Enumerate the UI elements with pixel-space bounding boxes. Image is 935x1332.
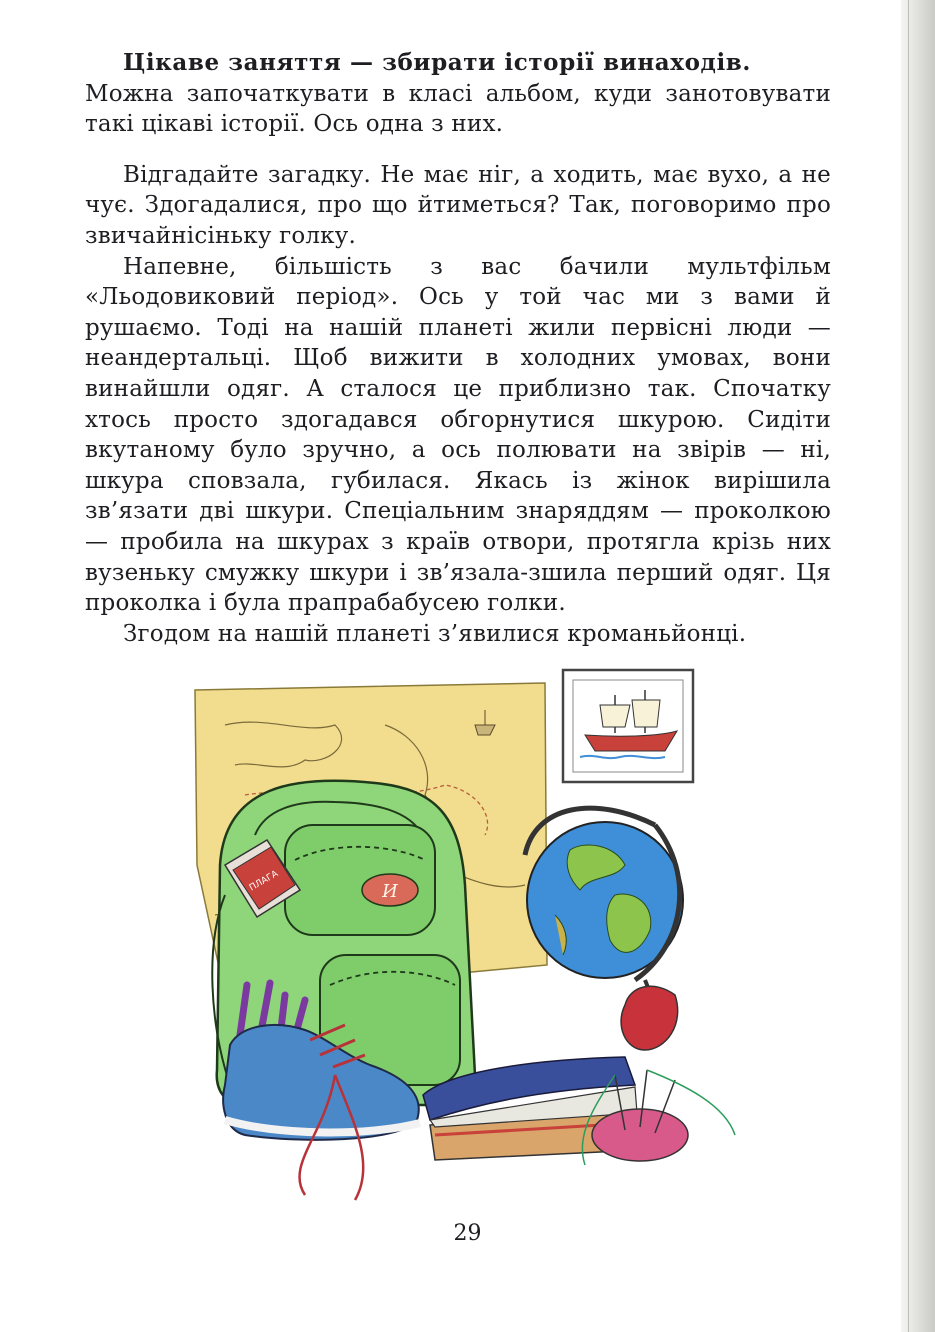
page-edge-line: [908, 0, 909, 1332]
intro-text: Можна започаткувати в класі альбом, куди занотовувати такі цікаві історії. Ось одна з них.: [85, 80, 831, 138]
page-number: 29: [453, 1221, 482, 1246]
ship-picture: [563, 670, 693, 782]
paragraph-cro-magnon: Згодом на нашій планеті з’явилися кроманьйонці.: [123, 620, 747, 647]
paragraph-riddle: Відгадайте загадку. Не має ніг, а ходить, має вухо, а не чує. Здогадалися, про що йтиметься? Так, поговоримо про звичайнісіньку голку.: [85, 161, 831, 249]
globe: [525, 808, 683, 1050]
body-text: [85, 48, 831, 649]
pocket-letter: И: [382, 881, 398, 902]
page-edge-shadow: [901, 0, 935, 1332]
section-heading: Цікаве заняття — збирати історії винаходів.: [123, 49, 751, 76]
intro-paragraph: [85, 48, 831, 140]
paragraph-ice-age: Напевне, більшість з вас бачили мультфільм «Льодовиковий період». Ось у той час ми з вами й рушаємо. Тоді на нашій планеті жили первісні люди — неандертальці. Щоб вижити в холодних умовах, вони винайшли одяг. А сталося це приблизно так. Спочатку хтось просто здогадався обгорнутися шкурою. Сидіти вкутаному було зручно, а ось полювати на звірів — ні, шкура сповзала, губилася. Якась із жінок вирішила зв’язати дві шкури. Спеціальним знаряддям — проколкою — пробила на шкурах з країв отвори, протягла крізь них вузеньку смужку шкури і зв’язала-зшила перший одяг. Ця проколка і була прапрабабусею голки.: [85, 253, 831, 617]
school-items-illustration: [185, 665, 740, 1210]
book-label: ПЛАГА: [247, 869, 281, 894]
